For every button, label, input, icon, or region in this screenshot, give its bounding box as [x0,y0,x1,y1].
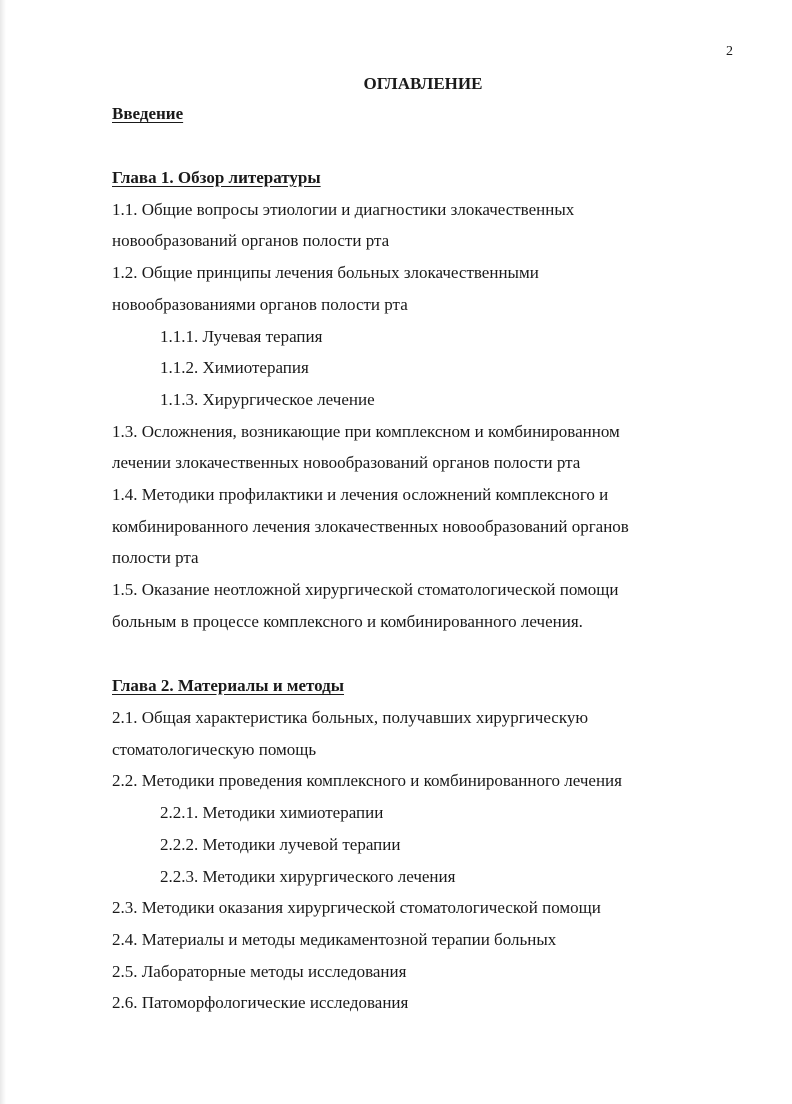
toc-entry: новообразованиями органов полости рта [112,295,408,314]
toc-subentry: 1.1.2. Химиотерапия [160,358,309,377]
toc-entry: полости рта [112,548,199,567]
toc-entry: 1.1. Общие вопросы этиологии и диагностики злокачественных [112,200,575,219]
toc-entry: 2.3. Методики оказания хирургической стоматологической помощи [112,898,601,917]
toc-subentry: 1.1.3. Хирургическое лечение [160,390,375,409]
toc-entry: 2.4. Материалы и методы медикаментозной терапии больных [112,930,557,949]
scan-edge [0,0,6,1104]
toc-entry: 1.3. Осложнения, возникающие при комплексном и комбинированном [112,422,620,441]
toc-entry: 1.4. Методики профилактики и лечения осложнений комплексного и [112,485,609,504]
toc-entry: 2.6. Патоморфологические исследования [112,993,409,1012]
toc-entry: новообразований органов полости рта [112,231,390,250]
intro-heading: Введение [112,104,184,123]
toc-entry: стоматологическую помощь [112,740,317,759]
toc-entry: больным в процессе комплексного и комбинированного лечения. [112,612,583,631]
toc-entry: 2.5. Лабораторные методы исследования [112,962,407,981]
toc-subentry: 2.2.3. Методики хирургического лечения [160,867,456,886]
toc-entry: 1.5. Оказание неотложной хирургической стоматологической помощи [112,580,619,599]
toc-entry: 2.2. Методики проведения комплексного и комбинированного лечения [112,771,622,790]
toc-entry: 2.1. Общая характеристика больных, получавших хирургическую [112,708,589,727]
toc-subentry: 2.2.1. Методики химиотерапии [160,803,384,822]
toc-entry: 1.2. Общие принципы лечения больных злокачественными [112,263,539,282]
page-title: ОГЛАВЛЕНИЕ [363,74,483,93]
chapter-1-heading: Глава 1. Обзор литературы [112,168,321,187]
chapter-2-heading: Глава 2. Материалы и методы [112,676,345,695]
toc-entry: лечении злокачественных новообразований органов полости рта [112,453,581,472]
toc-subentry: 1.1.1. Лучевая терапия [160,327,323,346]
toc-entry: комбинированного лечения злокачественных новообразований органов [112,517,629,536]
page-number: 2 [726,44,733,59]
toc-subentry: 2.2.2. Методики лучевой терапии [160,835,401,854]
